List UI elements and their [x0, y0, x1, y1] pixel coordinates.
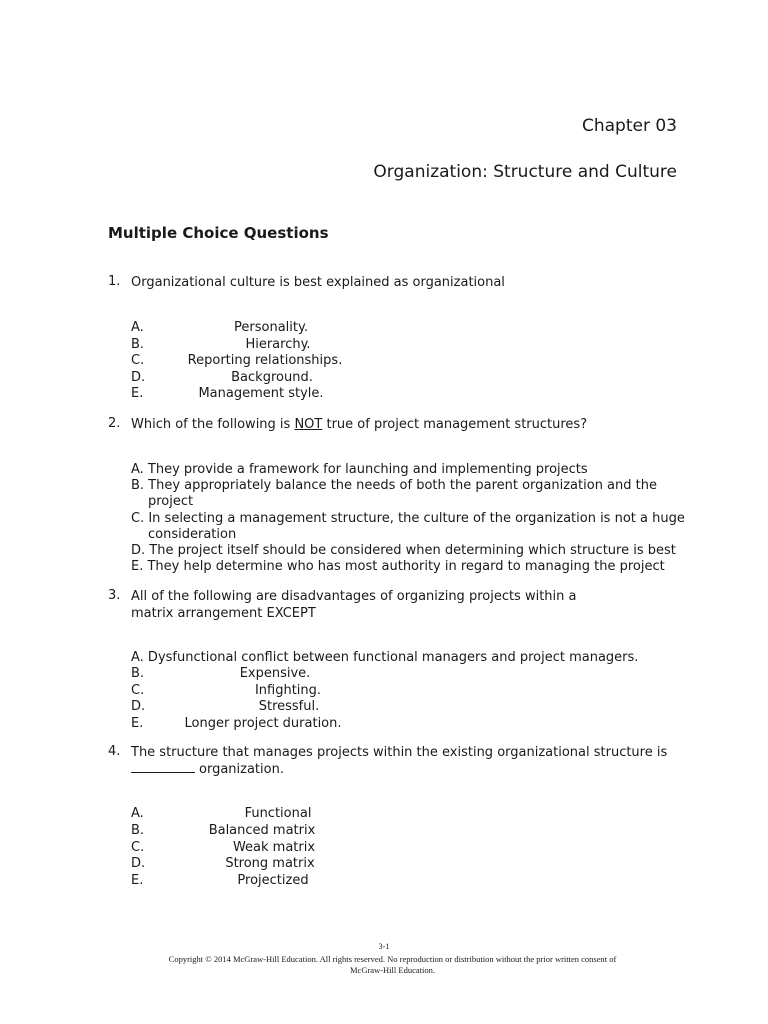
option-item: C. In selecting a management structure, the culture of the organization is not a huge consideration	[131, 511, 685, 542]
option-text: Background.	[231, 370, 313, 385]
question-text: All of the following are disadvantages of organizing projects within a matrix arrangement EXCEPT	[131, 589, 577, 621]
option-letter: D.	[131, 699, 146, 714]
option-letter: D.	[131, 370, 146, 385]
option-letter: B.	[131, 823, 145, 838]
copyright-notice: Copyright © 2014 McGraw-Hill Education. All rights reserved. No reproduction or distribution without the prior written consent of McGraw-Hill Education.	[168, 954, 617, 975]
option-letter: E.	[131, 716, 144, 731]
question-text: Organizational culture is best explained as organizational	[131, 275, 505, 290]
option-letter: C.	[131, 353, 145, 368]
question-number: 1.	[108, 274, 121, 289]
option-item: D. The project itself should be considered when determining which structure is best	[131, 543, 676, 558]
option-text: Strong matrix	[225, 856, 315, 871]
option-text: Balanced matrix	[208, 823, 316, 838]
question-text: The structure that manages projects within the existing organizational structure is organization.	[131, 745, 668, 777]
option-text: Functional	[244, 806, 312, 821]
option-letter: A.	[131, 806, 144, 821]
emphasis-not: NOT	[294, 417, 323, 432]
option-letter: B.	[131, 666, 145, 681]
question-number: 3.	[108, 588, 121, 603]
section-title: Multiple Choice Questions	[108, 224, 329, 242]
question-number: 4.	[108, 744, 121, 759]
option-item: A. Dysfunctional conflict between functional managers and project managers.	[131, 650, 639, 665]
option-text: Longer project duration.	[184, 716, 342, 731]
option-text: Weak matrix	[232, 840, 316, 855]
question-number: 2.	[108, 416, 121, 431]
option-letter: C.	[131, 840, 145, 855]
option-text: Projectized	[237, 873, 309, 888]
option-item: A. They provide a framework for launching and implementing projects	[131, 462, 588, 477]
option-text: Reporting relationships.	[187, 353, 343, 368]
option-letter: C.	[131, 683, 145, 698]
option-text: Management style.	[198, 386, 324, 401]
page-number: 3-1	[378, 942, 390, 951]
option-text: Stressful.	[258, 699, 320, 714]
option-letter: E.	[131, 873, 144, 888]
option-letter: D.	[131, 856, 146, 871]
option-letter: E.	[131, 386, 144, 401]
option-letter: A.	[131, 320, 144, 335]
option-text: Expensive.	[239, 666, 311, 681]
option-letter: B.	[131, 337, 145, 352]
chapter-title: Organization: Structure and Culture	[373, 162, 677, 182]
option-text: Infighting.	[254, 683, 322, 698]
option-text: Hierarchy.	[245, 337, 311, 352]
fill-in-blank	[131, 761, 195, 773]
option-item: E. They help determine who has most authority in regard to managing the project	[131, 559, 665, 574]
question-text: Which of the following is NOT true of project management structures?	[131, 417, 588, 432]
option-text: Personality.	[234, 320, 308, 335]
chapter-heading: Chapter 03	[581, 116, 677, 136]
option-item: B. They appropriately balance the needs of both the parent organization and the project	[131, 478, 657, 509]
